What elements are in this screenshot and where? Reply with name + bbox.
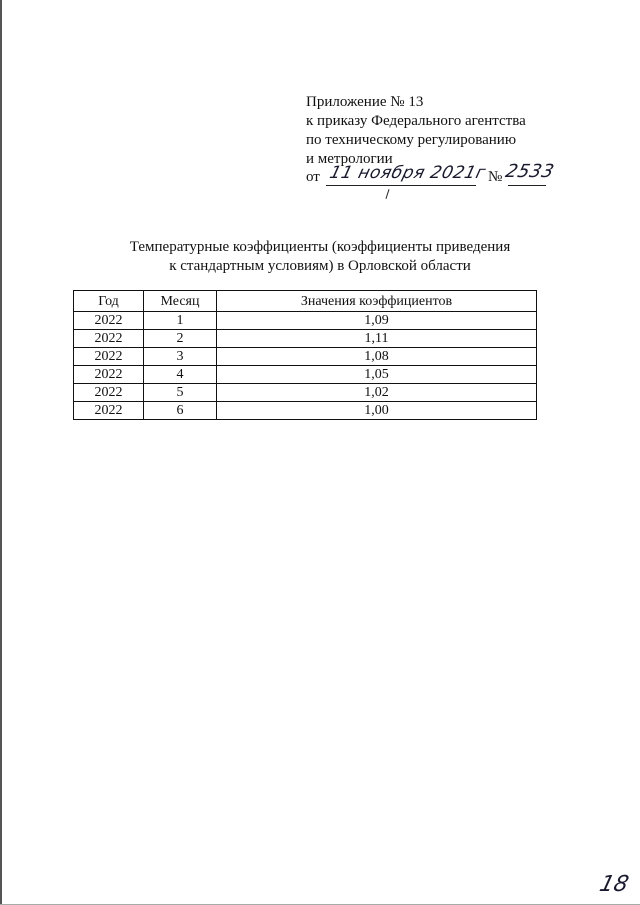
cell-year: 2022 xyxy=(74,348,144,366)
cell-value: 1,05 xyxy=(217,366,537,384)
cell-month: 1 xyxy=(144,312,217,330)
document-title xyxy=(60,238,580,276)
date-underline xyxy=(326,185,476,186)
cell-value: 1,08 xyxy=(217,348,537,366)
cell-year: 2022 xyxy=(74,330,144,348)
appendix-line: по техническому регулированию xyxy=(306,132,517,148)
number-underline xyxy=(508,185,546,186)
appendix-header xyxy=(306,93,526,169)
cell-value: 1,00 xyxy=(217,402,537,420)
page-left-edge xyxy=(0,0,2,905)
number-prefix: № xyxy=(488,169,503,185)
header-month: Месяц xyxy=(144,291,217,312)
table-row xyxy=(74,384,537,402)
cell-month: 5 xyxy=(144,384,217,402)
table-header-row xyxy=(74,291,537,312)
header-year: Год xyxy=(74,291,144,312)
table-row xyxy=(74,366,537,384)
cell-month: 4 xyxy=(144,366,217,384)
handwritten-number: 2533 xyxy=(503,161,557,182)
handwritten-date: 11 ноября 2021г xyxy=(327,163,488,183)
cell-month: 2 xyxy=(144,330,217,348)
cell-value: 1,09 xyxy=(217,312,537,330)
cell-month: 6 xyxy=(144,402,217,420)
cell-year: 2022 xyxy=(74,366,144,384)
appendix-line: Приложение № 13 xyxy=(306,94,424,110)
date-prefix: от xyxy=(306,169,320,185)
cell-value: 1,02 xyxy=(217,384,537,402)
appendix-line: к приказу Федерального агентства xyxy=(306,113,526,129)
cell-year: 2022 xyxy=(74,402,144,420)
title-line-1: Температурные коэффициенты (коэффициенты приведения xyxy=(129,239,511,255)
table-row xyxy=(74,312,537,330)
appendix-line: и метрологии xyxy=(306,151,393,167)
cell-month: 3 xyxy=(144,348,217,366)
cell-year: 2022 xyxy=(74,312,144,330)
title-line-2: к стандартным условиям) в Орловской области xyxy=(169,258,471,274)
cell-year: 2022 xyxy=(74,384,144,402)
header-value: Значения коэффициентов xyxy=(217,291,537,312)
table-row xyxy=(74,330,537,348)
cell-value: 1,11 xyxy=(217,330,537,348)
handwritten-page-number: 18 xyxy=(596,872,632,897)
order-date-number-row xyxy=(306,161,557,193)
table-row xyxy=(74,402,537,420)
table-row xyxy=(74,348,537,366)
coefficients-table xyxy=(73,290,537,420)
